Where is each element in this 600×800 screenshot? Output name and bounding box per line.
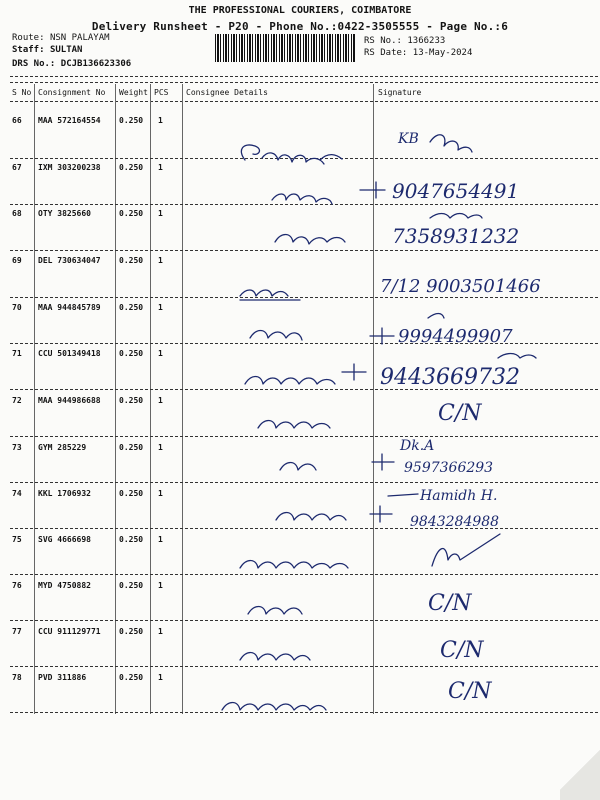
row-consignment: MAA 944986688 (38, 396, 101, 405)
arrow-mark (360, 182, 385, 198)
row-consignment: DEL 730634047 (38, 256, 101, 265)
signature-scribble (432, 534, 500, 566)
row-weight: 0.250 (119, 163, 144, 172)
row-weight: 0.250 (119, 535, 144, 544)
row-consignment: SVG 4666698 (38, 535, 91, 544)
row-pcs: 1 (158, 349, 163, 358)
row-weight: 0.250 (119, 489, 144, 498)
row-sno: 73 (12, 443, 22, 452)
signature-72: C/N (438, 401, 482, 426)
row-pcs: 1 (158, 396, 163, 405)
handwritten-name (222, 703, 326, 711)
row-sno: 69 (12, 256, 22, 265)
row-pcs: 1 (158, 627, 163, 636)
row-pcs: 1 (158, 443, 163, 452)
rs-no-value: 1366233 (407, 36, 446, 46)
row-weight: 0.250 (119, 349, 144, 358)
col-weight: Weight (119, 88, 148, 97)
row-sno: 67 (12, 163, 22, 172)
handwritten-name (241, 145, 342, 164)
row-sno: 68 (12, 209, 22, 218)
row-sno: 71 (12, 349, 22, 358)
row-sno: 77 (12, 627, 22, 636)
row-consignment: CCU 501349418 (38, 349, 101, 358)
arrow-mark (370, 506, 392, 522)
route-label: Route: (12, 33, 45, 43)
row-consignment: KKL 1706932 (38, 489, 91, 498)
row-sno: 72 (12, 396, 22, 405)
row-pcs: 1 (158, 489, 163, 498)
row-pcs: 1 (158, 673, 163, 682)
col-consignment: Consignment No (38, 88, 106, 97)
signature-73: 9597366293 (404, 460, 494, 476)
row-pcs: 1 (158, 303, 163, 312)
row-consignment: OTY 3825660 (38, 209, 91, 218)
document-subtitle: Delivery Runsheet - P20 - Phone No.:0422-3505555 - Page No.:6 (91, 20, 509, 33)
row-consignment: MYD 4750882 (38, 581, 91, 590)
signature-scribble (428, 314, 444, 319)
arrow-mark (342, 364, 366, 380)
drs-label: DRS No.: (12, 59, 56, 69)
row-pcs: 1 (158, 581, 163, 590)
row-weight: 0.250 (119, 209, 144, 218)
signature-scribble (430, 135, 472, 152)
row-pcs: 1 (158, 256, 163, 265)
rs-date-value: 13-May-2024 (412, 48, 473, 58)
row-consignment: IXM 303200238 (38, 163, 101, 172)
page-curl-corner (560, 740, 600, 800)
signature-74: 9843284988 (410, 514, 500, 530)
rs-date-label: RS Date: (364, 48, 408, 58)
row-pcs: 1 (158, 209, 163, 218)
signature-scribble (498, 354, 536, 359)
row-weight: 0.250 (119, 673, 144, 682)
row-sno: 74 (12, 489, 22, 498)
handwritten-name (240, 290, 300, 300)
signature-69: 7/12 9003501466 (380, 276, 541, 297)
handwritten-name (240, 653, 310, 661)
row-pcs: 1 (158, 116, 163, 125)
row-weight: 0.250 (119, 396, 144, 405)
col-consignee: Consignee Details (186, 88, 268, 97)
row-weight: 0.250 (119, 116, 144, 125)
row-consignment: CCU 911129771 (38, 627, 101, 636)
row-consignment: GYM 285229 (38, 443, 87, 452)
signature-76: C/N (428, 591, 472, 616)
row-weight: 0.250 (119, 627, 144, 636)
rs-no-label: RS No.: (364, 36, 402, 46)
route-value: NSN PALAYAM (49, 33, 110, 43)
row-weight: 0.250 (119, 303, 144, 312)
staff-label: Staff: (12, 45, 45, 55)
row-sno: 75 (12, 535, 22, 544)
drs-value: DCJB136623306 (60, 59, 132, 69)
signature-77: C/N (440, 638, 484, 663)
row-sno: 70 (12, 303, 22, 312)
row-weight: 0.250 (119, 581, 144, 590)
row-pcs: 1 (158, 163, 163, 172)
col-signature: Signature (378, 88, 422, 97)
col-sno: S No (12, 88, 32, 97)
handwritten-name (248, 607, 302, 615)
signature-68: 7358931232 (392, 224, 520, 248)
signature-71: 9443669732 (380, 365, 520, 390)
arrow-mark (372, 454, 394, 470)
row-weight: 0.250 (119, 256, 144, 265)
row-sno: 66 (12, 116, 22, 125)
signature-67: 9047654491 (392, 179, 520, 203)
handwritten-name (245, 377, 335, 385)
row-weight: 0.250 (119, 443, 144, 452)
handwritten-name (280, 463, 316, 471)
arrow-mark (370, 328, 394, 344)
document-title: THE PROFESSIONAL COURIERS, COIMBATORE (188, 5, 412, 16)
row-pcs: 1 (158, 535, 163, 544)
signature-scribble (430, 214, 482, 219)
handwritten-name (276, 513, 346, 521)
signature-70: 9994499907 (398, 326, 513, 347)
staff-value: SULTAN (49, 45, 83, 55)
handwritten-name (240, 561, 348, 569)
signature-66: KB (398, 131, 419, 147)
strike-mark (388, 494, 418, 496)
handwritten-name (250, 331, 302, 341)
signature-73-top: Dk.A (400, 438, 435, 454)
col-pcs: PCS (154, 88, 169, 97)
handwritten-name (272, 194, 332, 204)
row-consignment: PVD 311886 (38, 673, 87, 682)
row-consignment: MAA 572164554 (38, 116, 101, 125)
signature-74-top: Hamidh H. (420, 488, 498, 504)
row-sno: 78 (12, 673, 22, 682)
handwritten-name (258, 421, 330, 429)
row-consignment: MAA 944845789 (38, 303, 101, 312)
handwritten-name (275, 235, 345, 245)
signature-78: C/N (448, 679, 492, 704)
row-sno: 76 (12, 581, 22, 590)
